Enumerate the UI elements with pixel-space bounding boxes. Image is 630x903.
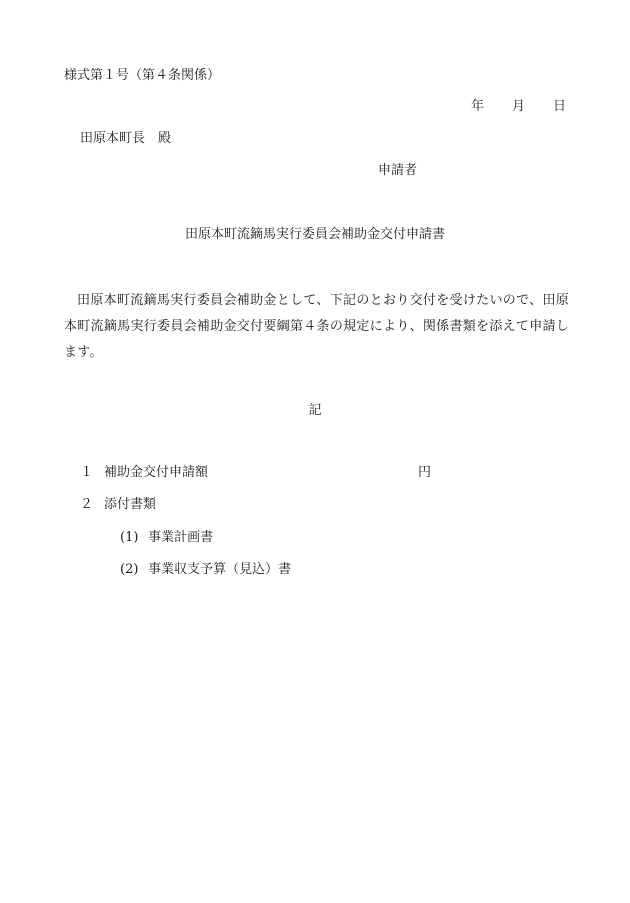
yen-unit: 円 (418, 465, 432, 480)
document-title: 田原本町流鏑馬実行委員会補助金交付申請書 (184, 227, 445, 242)
item-label: 補助金交付申請額 (104, 465, 209, 480)
form-number: 様式第１号（第４条関係） (64, 68, 221, 83)
attachment-label: 事業収支予算（見込）書 (148, 562, 292, 577)
body-paragraph: 田原本町流鏑馬実行委員会補助金として、下記のとおり交付を受けたいので、田原本町流鏑馬実行委員会補助金交付要綱第４条の規定により、関係書類を添えて申請します。 (64, 293, 569, 360)
ki-heading: 記 (308, 403, 322, 418)
applicant-label: 申請者 (378, 163, 418, 178)
item-attachments (80, 497, 156, 513)
item-requested-amount (80, 465, 432, 481)
attachment-label: 事業計画書 (148, 530, 214, 545)
date-day-label: 日 (552, 99, 566, 114)
attachment-budget (120, 562, 291, 578)
recipient: 田原本町長 殿 (80, 131, 172, 146)
attachment-business-plan (120, 530, 213, 546)
attachment-number: (2) (120, 562, 139, 577)
item-number: １ (80, 465, 94, 480)
attachment-number: (1) (120, 530, 139, 545)
item-number: ２ (80, 497, 94, 512)
date-month-label: 月 (511, 99, 525, 114)
item-label: 添付書類 (104, 497, 157, 512)
date-year-label: 年 (470, 99, 484, 114)
date-row (471, 99, 566, 115)
